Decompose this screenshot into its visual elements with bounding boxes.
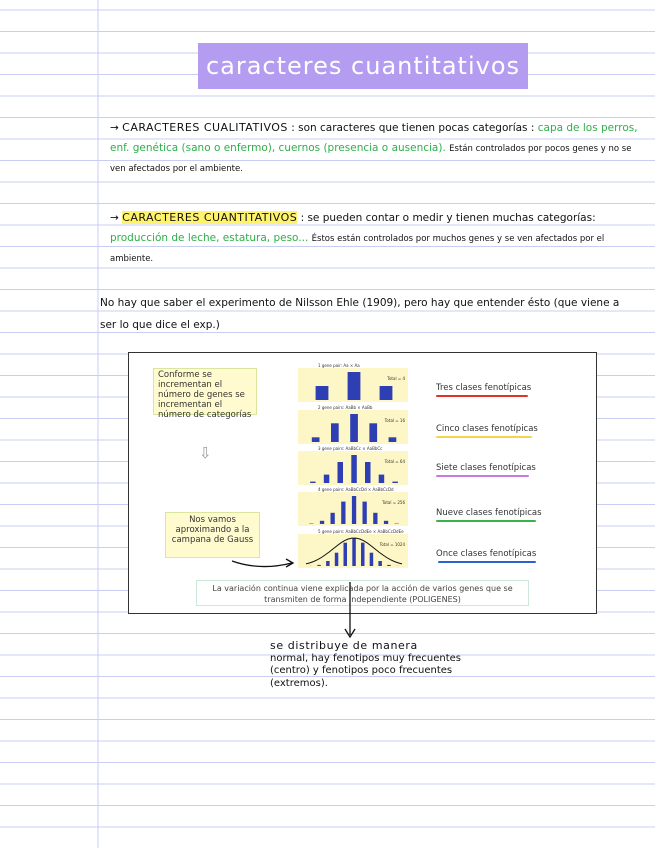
plot-title: 5 gene pairs: AaBbCcDdEe × AaBbCcDdEe: [318, 529, 404, 534]
cuantitativos-paragraph: [110, 208, 640, 270]
histogram-bar: [363, 502, 367, 524]
class-label-7: Siete clases fenotípicas: [436, 463, 536, 473]
plot-total: Total = 4: [387, 376, 405, 381]
plot-title: 3 gene pairs: AaBbCc × AaBbCc: [318, 446, 383, 451]
histogram-bar: [389, 437, 397, 442]
figure-caption: La variación continua viene explicada por la acción de varios genes que se transmiten de forma independiente (POLIGENES): [196, 580, 529, 606]
class-label-3: Tres clases fenotípicas: [436, 383, 532, 393]
plot-title: 1 gene pair: Aa × Aa: [318, 363, 360, 368]
histogram-bar: [320, 521, 324, 524]
histogram-bar: [373, 513, 377, 524]
histogram-bar: [365, 462, 371, 483]
class-underline: [436, 475, 529, 477]
histogram-bar: [350, 414, 358, 442]
histogram-plot: [298, 451, 408, 485]
cuantitativos-text2: Éstos están controlados por muchos genes y se ven afectados por el ambiente.: [110, 233, 605, 264]
class-label-11: Once clases fenotípicas: [436, 549, 537, 559]
plot-total: Total = 1024: [379, 542, 405, 547]
histogram-bar: [312, 437, 320, 442]
arrow-icon: →: [110, 122, 119, 134]
class-underline: [436, 436, 532, 438]
histogram-plot: [298, 534, 408, 568]
histogram-bar: [341, 502, 345, 524]
histogram-plot: [298, 368, 408, 402]
cuantitativos-examples: producción de leche, estatura, peso...: [110, 231, 309, 244]
histogram-bar: [317, 565, 321, 566]
down-arrow-icon: [340, 580, 360, 640]
histogram-bar: [316, 386, 329, 400]
histogram-bar: [344, 543, 348, 566]
histogram-bar: [392, 482, 398, 483]
conclusion-paragraph: [270, 640, 470, 690]
histogram-bar: [338, 462, 344, 483]
class-label-5: Cinco clases fenotípicas: [436, 424, 538, 434]
cualitativos-text1: : son caracteres que tienen pocas categorías :: [291, 122, 535, 134]
histogram-plot: [298, 410, 408, 444]
conclusion-line2: normal, hay fenotipos muy frecuentes (centro) y fenotipos poco frecuentes (extremos).: [270, 652, 461, 689]
arrow-icon: →: [110, 212, 119, 224]
figure-box-top: Conforme se incrementan el número de genes se incrementan el número de categorías: [153, 368, 257, 415]
histogram-bar: [384, 521, 388, 524]
histogram-bar: [352, 538, 356, 566]
class-underline: [438, 561, 536, 563]
histogram-bar: [310, 482, 316, 483]
class-label-9: Nueve clases fenotípicas: [436, 508, 542, 518]
cualitativos-paragraph: [110, 118, 640, 180]
note-paragraph: No hay que saber el experimento de Nilsson Ehle (1909), pero hay que entender ésto (que viene a ser lo que dice el exp.): [100, 297, 620, 331]
plot-total: Total = 64: [384, 459, 405, 464]
page-title: caracteres cuantitativos: [198, 43, 528, 89]
conclusion-line1: se distribuye de manera: [270, 639, 418, 652]
histogram-bar: [361, 543, 365, 566]
histogram-plot: [298, 492, 408, 526]
histogram-bar: [378, 561, 382, 566]
plot-title: 2 gene pairs: AaBb × AaBb: [318, 405, 373, 410]
histogram-bar: [331, 423, 339, 442]
plot-title: 4 gene pairs: AaBbCcDd × AaBbCcDd: [318, 487, 394, 492]
histogram-bar: [331, 513, 335, 524]
histogram-bar: [351, 455, 357, 483]
down-arrow-icon: ⇩: [199, 444, 212, 462]
cuantitativos-label: CARACTERES CUANTITATIVOS: [122, 211, 298, 224]
plot-total: Total = 16: [384, 418, 405, 423]
histogram-bar: [335, 553, 339, 566]
class-underline: [436, 520, 536, 522]
histogram-bar: [352, 496, 356, 524]
cualitativos-text2: Están controlados por pocos genes y no se ven afectados por el ambiente.: [110, 143, 632, 174]
histogram-bar: [387, 565, 391, 566]
figure-box-bottom: Nos vamos aproximando a la campana de Gauss: [165, 512, 260, 558]
histogram-bar: [348, 372, 361, 400]
histogram-bar: [380, 386, 393, 400]
plot-total: Total = 256: [382, 500, 405, 505]
histogram-bar: [370, 553, 374, 566]
histogram-bar: [379, 475, 385, 483]
class-underline: [436, 395, 528, 397]
histogram-bar: [369, 423, 377, 442]
histogram-bar: [324, 475, 330, 483]
cualitativos-examples: capa de los perros, enf. genética (sano o enfermo), cuernos (presencia o ausencia).: [110, 122, 638, 154]
histogram-bar: [326, 561, 330, 566]
curved-arrow-icon: [230, 555, 300, 575]
cuantitativos-text1: : se pueden contar o medir y tienen muchas categorías:: [300, 212, 596, 224]
cualitativos-label: CARACTERES CUALITATIVOS: [122, 121, 288, 134]
